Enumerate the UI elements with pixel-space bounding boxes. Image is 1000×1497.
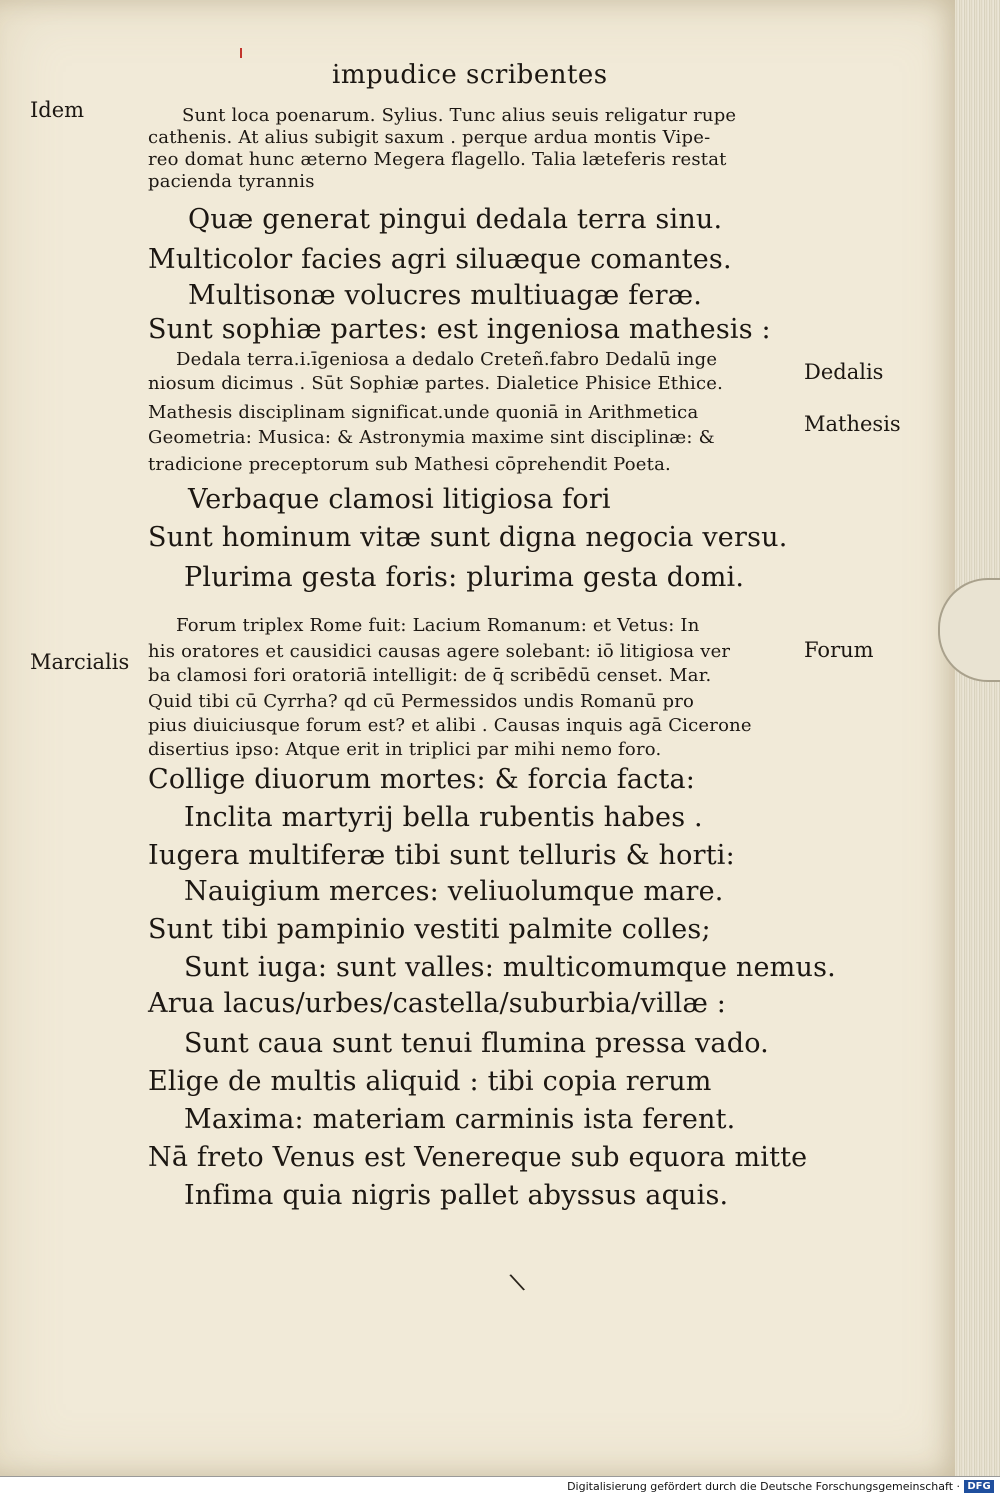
verse-line: Infima quia nigris pallet abyssus aquis. <box>184 1180 729 1211</box>
commentary-line: Dedala terra.i.īgeniosa a dedalo Creteñ.fabro Dedalū inge <box>176 349 718 370</box>
verse-line: Sunt sophiæ partes: est ingeniosa mathesis : <box>148 314 771 345</box>
verse-line: Elige de multis aliquid : tibi copia rerum <box>148 1066 712 1097</box>
verse-line: Iugera multiferæ tibi sunt telluris & horti: <box>148 840 735 871</box>
verse-line: Multisonæ volucres multiuagæ feræ. <box>188 280 703 311</box>
verse-line: Verbaque clamosi litigiosa fori <box>188 484 611 515</box>
verse-line: Sunt iuga: sunt valles: multicomumque nemus. <box>184 952 836 983</box>
verse-line: Sunt caua sunt tenui flumina pressa vado. <box>184 1028 769 1059</box>
commentary-line: reo domat hunc æterno Megera flagello. Talia læteferis restat <box>148 149 727 170</box>
margin-note-marcialis: Marcialis <box>30 650 130 674</box>
commentary-line: Mathesis disciplinam significat.unde quoniā in Arithmetica <box>148 402 699 423</box>
verse-line: Collige diuorum mortes: & forcia facta: <box>148 764 696 795</box>
commentary-line: Forum triplex Rome fuit: Lacium Romanum: et Vetus: In <box>176 615 700 636</box>
verse-line: Nā freto Venus est Venereque sub equora mitte <box>148 1142 808 1173</box>
verse-line: Nauigium merces: veliuolumque mare. <box>184 876 724 907</box>
verse-line: Quæ generat pingui dedala terra sinu. <box>188 204 723 235</box>
verse-line: Arua lacus/urbes/castella/suburbia/villæ : <box>148 988 727 1019</box>
commentary-line: cathenis. At alius subigit saxum . perque ardua montis Vipe- <box>148 127 711 148</box>
margin-note-forum: Forum <box>804 638 874 662</box>
verse-line: Inclita martyrij bella rubentis habes . <box>184 802 703 833</box>
commentary-line: Sunt loca poenarum. Sylius. Tunc alius seuis religatur rupe <box>182 105 737 126</box>
verse-line: Sunt tibi pampinio vestiti palmite colles; <box>148 914 711 945</box>
margin-note-dedalis: Dedalis <box>804 360 884 384</box>
red-ink-mark <box>240 48 242 58</box>
verse-line: Multicolor facies agri siluæque comantes. <box>148 244 732 275</box>
commentary-line: Quid tibi cū Cyrrha? qd cū Permessidos undis Romanū pro <box>148 691 695 712</box>
running-header: impudice scribentes <box>332 60 608 90</box>
verse-line: Plurima gesta foris: plurima gesta domi. <box>184 562 745 593</box>
page-edge-stack <box>955 0 1000 1476</box>
commentary-line: niosum dicimus . Sūt Sophiæ partes. Dialetice Phisice Ethice. <box>148 373 724 394</box>
commentary-line: pacienda tyrannis <box>148 171 315 192</box>
margin-note-mathesis: Mathesis <box>804 412 901 436</box>
commentary-line: pius diuiciusque forum est? et alibi . Causas inquis agā Cicerone <box>148 715 752 736</box>
commentary-line: tradicione preceptorum sub Mathesi cōprehendit Poeta. <box>148 454 671 475</box>
verse-line: Maxima: materiam carminis ista ferent. <box>184 1104 736 1135</box>
commentary-line: Geometria: Musica: & Astronymia maxime sint disciplinæ: & <box>148 427 715 448</box>
dfg-logo: DFG <box>964 1480 994 1493</box>
margin-note-idem: Idem <box>30 98 85 122</box>
commentary-line: his oratores et causidici causas agere solebant: iō litigiosa ver <box>148 641 731 662</box>
commentary-line: disertius ipso: Atque erit in triplici par mihi nemo foro. <box>148 739 662 760</box>
footer-bar <box>0 1476 1000 1497</box>
commentary-line: ba clamosi fori oratoriā intelligit: de q̄ scribēdū censet. Mar. <box>148 665 712 686</box>
ink-slash-mark: \ <box>507 1267 527 1297</box>
funding-credit: Digitalisierung gefördert durch die Deutsche Forschungsgemeinschaft · <box>567 1480 960 1493</box>
verse-line: Sunt hominum vitæ sunt digna negocia versu. <box>148 522 788 553</box>
